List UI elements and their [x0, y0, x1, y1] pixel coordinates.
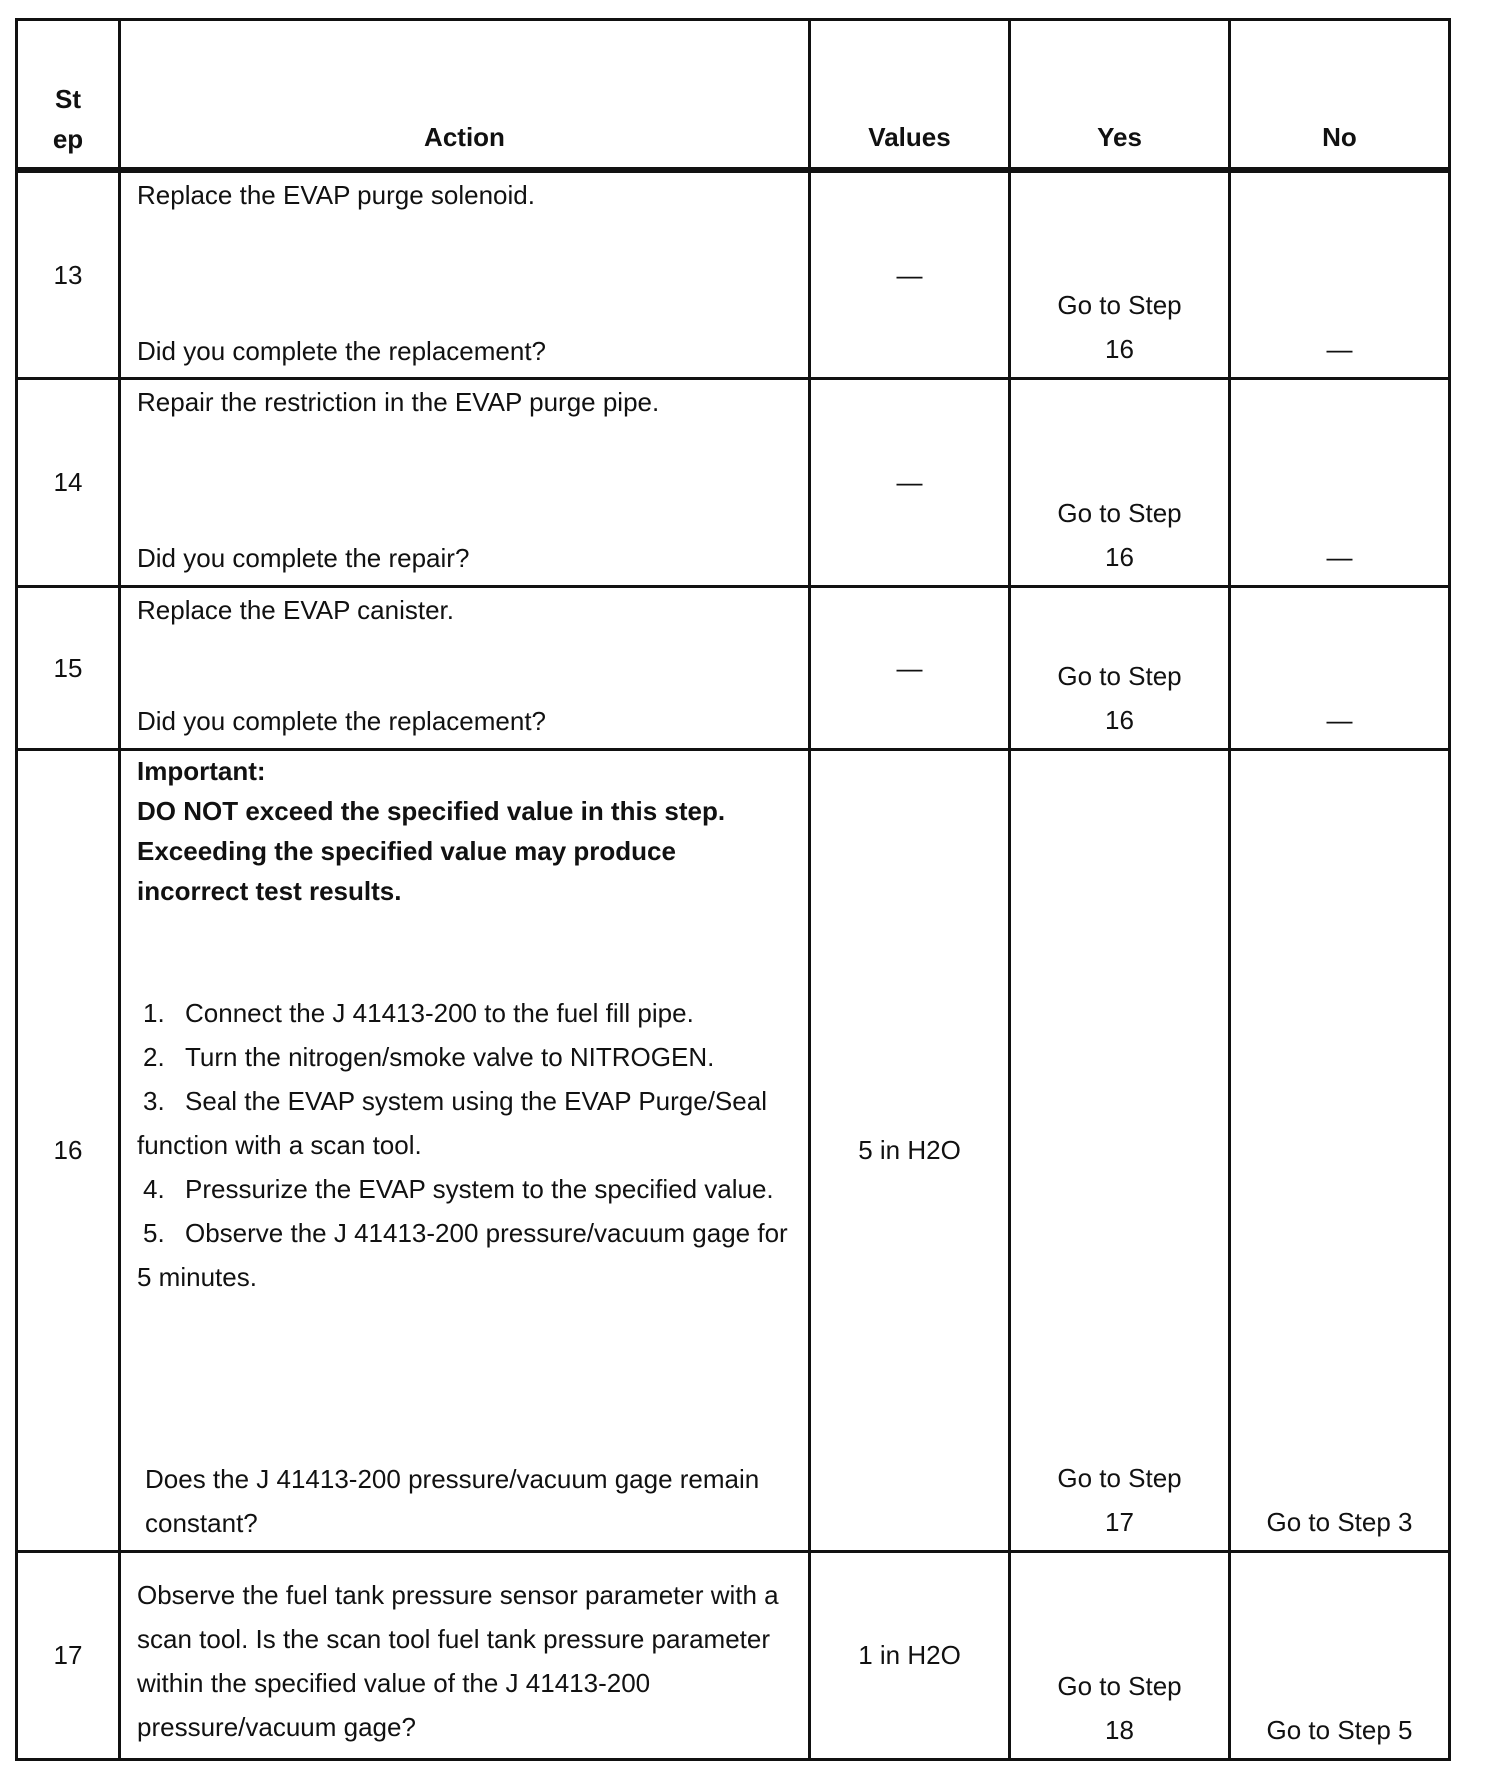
- header-action: Action: [120, 20, 810, 170]
- value-cell: 1 in H2O: [810, 1551, 1010, 1759]
- yes-line2: 17: [1105, 1506, 1134, 1537]
- step-number: 15: [17, 586, 120, 749]
- yes-line2: 16: [1105, 704, 1134, 735]
- action-question: Did you complete the replacement?: [137, 335, 547, 366]
- important-text: DO NOT exceed the specified value in this step. Exceeding the specified value may produce incorrect test results.: [137, 795, 726, 906]
- header-no: No: [1230, 20, 1450, 170]
- yes-line2: 18: [1105, 1714, 1134, 1745]
- no-cell: Go to Step 5: [1230, 1551, 1450, 1759]
- value-cell: —: [810, 378, 1010, 586]
- list-item: 3. Seal the EVAP system using the EVAP Purge/Seal function with a scan tool.: [137, 1085, 767, 1160]
- list-item: 2. Turn the nitrogen/smoke valve to NITROGEN.: [143, 1041, 715, 1072]
- step-number: 13: [17, 170, 120, 379]
- step-number: 14: [17, 378, 120, 586]
- action-intro: Replace the EVAP canister.: [137, 594, 455, 625]
- action-cell: [120, 1551, 810, 1759]
- yes-line1: Go to Step: [1057, 1462, 1182, 1493]
- yes-cell: [1010, 749, 1230, 1551]
- value-cell: —: [810, 586, 1010, 749]
- no-cell: —: [1230, 378, 1450, 586]
- action-cell: [120, 749, 810, 1551]
- yes-line1: Go to Step: [1057, 497, 1182, 528]
- no-cell: —: [1230, 586, 1450, 749]
- yes-cell: [1010, 1551, 1230, 1759]
- important-label: Important:: [137, 755, 266, 786]
- list-item: 4. Pressurize the EVAP system to the specified value.: [143, 1173, 774, 1204]
- header-row: [17, 20, 1450, 170]
- action-text: Observe the fuel tank pressure sensor parameter with a scan tool. Is the scan tool fuel tank pressure parameter within the specified value of the J 41413-200 pressure/vacuum gage?: [137, 1579, 779, 1742]
- yes-line2: 16: [1105, 333, 1134, 364]
- header-step-line2: ep: [52, 123, 84, 154]
- action-question: Did you complete the replacement?: [137, 705, 547, 736]
- no-cell: Go to Step 3: [1230, 749, 1450, 1551]
- yes-cell: [1010, 378, 1230, 586]
- header-values: Values: [810, 20, 1010, 170]
- yes-line1: Go to Step: [1057, 660, 1182, 691]
- table-row: [17, 170, 1450, 379]
- table-row: [17, 749, 1450, 1551]
- diagnostic-table: [15, 18, 1451, 1761]
- table-row: [17, 378, 1450, 586]
- action-question: Does the J 41413-200 pressure/vacuum gage remain constant?: [145, 1463, 760, 1538]
- no-cell: —: [1230, 170, 1450, 379]
- action-cell: [120, 586, 810, 749]
- list-item: 1. Connect the J 41413-200 to the fuel fill pipe.: [143, 997, 694, 1028]
- step-number: 17: [17, 1551, 120, 1759]
- action-intro: Replace the EVAP purge solenoid.: [137, 179, 535, 210]
- table-row: [17, 1551, 1450, 1759]
- list-item: 5. Observe the J 41413-200 pressure/vacuum gage for 5 minutes.: [137, 1217, 788, 1292]
- yes-line1: Go to Step: [1057, 1670, 1182, 1701]
- value-cell: 5 in H2O: [810, 749, 1010, 1551]
- header-step-line1: St: [55, 83, 81, 114]
- action-cell: [120, 378, 810, 586]
- value-cell: —: [810, 170, 1010, 379]
- procedure-list: [137, 991, 792, 1299]
- action-cell: [120, 170, 810, 379]
- action-question: Did you complete the repair?: [137, 542, 470, 573]
- step-number: 16: [17, 749, 120, 1551]
- yes-line2: 16: [1105, 541, 1134, 572]
- header-step: [17, 20, 120, 170]
- yes-cell: [1010, 170, 1230, 379]
- table-row: [17, 586, 1450, 749]
- yes-cell: [1010, 586, 1230, 749]
- yes-line1: Go to Step: [1057, 289, 1182, 320]
- action-intro: Repair the restriction in the EVAP purge pipe.: [137, 386, 660, 417]
- header-yes: Yes: [1010, 20, 1230, 170]
